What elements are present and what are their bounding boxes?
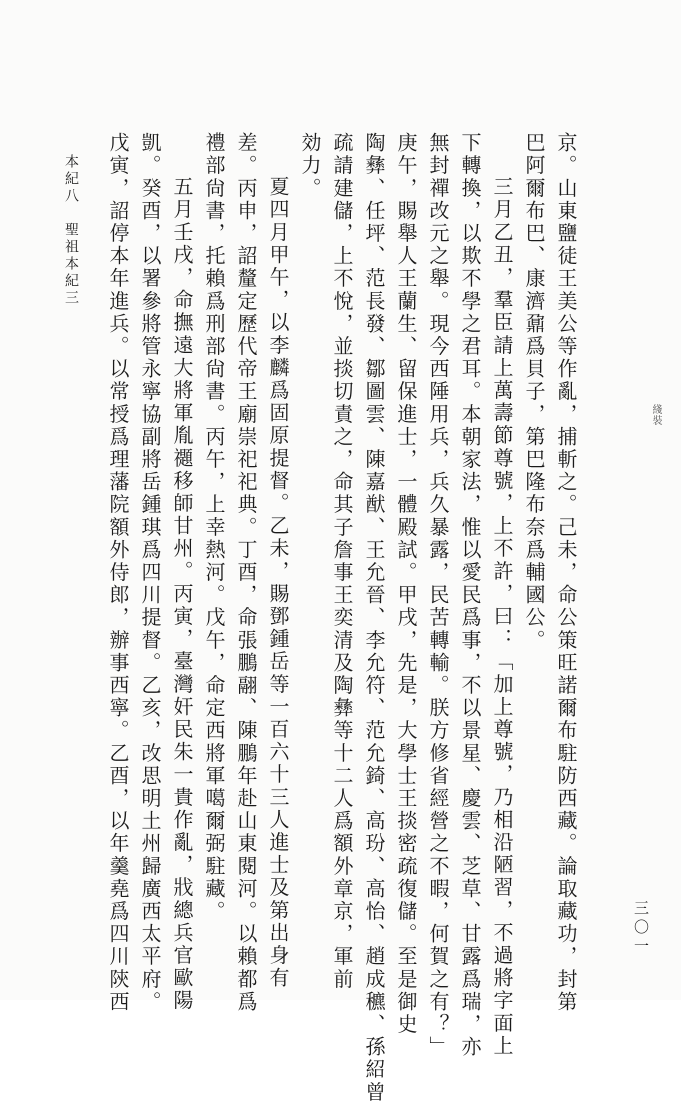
text-column-12: 禮部尙書，托賴爲刑部尙書。丙午，上幸熱河。戊午，命定西將軍噶爾弼駐藏。 <box>202 132 226 923</box>
text-column-5: 無封禪改元之舉。現今西陲用兵，兵久暴露，民苦轉輸。朕方修省經營之不暇，何賀之有？」 <box>426 132 450 1059</box>
text-column-14: 凱。癸酉，以署參將管永寧協副將岳鍾琪爲四川提督。乙亥，改思明土州歸廣西太平府。 <box>138 132 162 1014</box>
text-column-10: 夏四月甲午，以李麟爲固原提督。乙未，賜鄧鍾岳等一百六十三人進士及第出身有 <box>266 176 290 990</box>
margin-mark: 綫裝 <box>650 404 661 426</box>
page-number: 三〇一 <box>632 900 650 957</box>
text-column-3: 三月乙丑，羣臣請上萬壽節尊號，上不許，曰：「加上尊號，乃相沿陋習，不過將字面上 <box>490 176 514 1058</box>
text-column-2: 巴阿爾布巴、康濟鼐爲貝子，第巴隆布奈爲輔國公。 <box>522 132 546 652</box>
running-footer: 本紀八 聖祖本紀三 <box>63 154 79 307</box>
text-column-9: 効力。 <box>298 132 322 200</box>
text-column-13: 五月壬戌，命撫遠大將軍胤禵移師甘州。丙寅，臺灣奸民朱一貴作亂，戕總兵官歐陽 <box>170 176 194 1013</box>
text-column-11: 差。丙申，詔釐定歷代帝王廟崇祀祀典。丁酉，命張鵬翮、陳鵬年赴山東閱河。以賴都爲 <box>234 132 258 1014</box>
text-column-7: 陶彝、任坪、范長發、鄒圖雲、陳嘉猷、王允晉、李允符、范允錡、高玢、高怡、趙成穮、孫紹曾 <box>362 132 386 1104</box>
text-column-1: 京。山東鹽徒王美公等作亂，捕斬之。己未，命公策旺諾爾布駐防西藏。論取藏功，封第 <box>554 132 578 1014</box>
text-column-8: 疏請建儲，上不悅，並掞切責之，命其子詹事王奕清及陶彝等十二人爲額外章京，軍前 <box>330 132 354 991</box>
text-column-15: 戊寅，詔停本年進兵。以常授爲理藩院額外侍郎，辦事西寧。乙酉，以年羹堯爲四川陝西 <box>106 132 130 1014</box>
text-column-6: 庚午，賜舉人王蘭生、留保進士，一體殿試。甲戌，先是，大學士王掞密疏復儲。至是御史 <box>394 132 418 1036</box>
text-column-4: 下轉換，以欺不學之君耳。本朝家法，惟以愛民爲事，不以景星、慶雲、芝草、甘露爲瑞，亦 <box>458 132 482 1059</box>
